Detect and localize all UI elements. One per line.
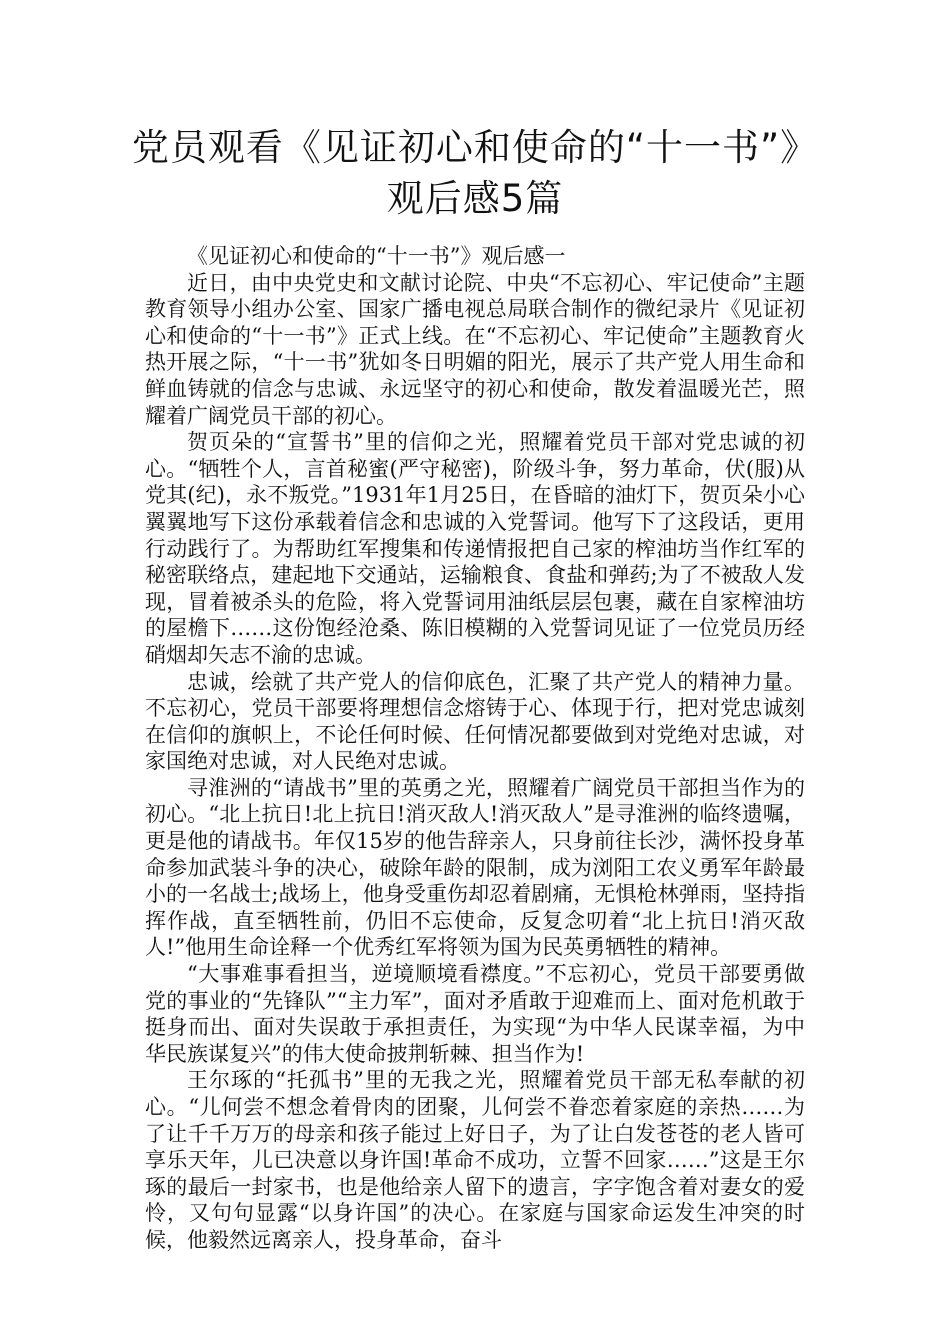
body-paragraph: 贺页朵的“宣誓书”里的信仰之光，照耀着党员干部对党忠诚的初心。“牺牲个人，言首秘蜜(严守秘密)，阶级斗争，努力革命，伏(服)从党其(纪)，永不叛党。”1931年1月25日，在昏暗的油灯下，贺页朵小心翼翼地写下这份承载着信念和忠诚的入党誓词。他写下了这段话，更用行动践行了。为帮助红军搜集和传递情报把自己家的榨油坊当作红军的秘密联络点，建起地下交通站，运输粮食、食盐和弹药;为了不被敌人发现，冒着被杀头的危险，将入党誓词用油纸层层包裹，藏在自家榨油坊的屋檐下……这份饱经沧桑、陈旧模糊的入党誓词见证了一位党员历经硝烟却矢志不渝的忠诚。 bbox=[145, 430, 805, 667]
section-heading: 《见证初心和使命的“十一书”》观后感一 bbox=[187, 244, 566, 268]
body-paragraph: 近日，由中央党史和文献讨论院、中央“不忘初心、牢记使命”主题教育领导小组办公室、国家广播电视总局联合制作的微纪录片《见证初心和使命的“十一书”》正式上线。在“不忘初心、牢记使命”主题教育火热开展之际，“十一书”犹如冬日明媚的阳光，展示了共产党人用生命和鲜血铸就的信念与忠诚、永远坚守的初心和使命，散发着温暖光芒，照耀着广阔党员干部的初心。 bbox=[145, 270, 805, 428]
body-paragraph: 王尔琢的“托孤书”里的无我之光，照耀着党员干部无私奉献的初心。“儿何尝不想念着骨肉的团聚，儿何尝不眷恋着家庭的亲热……为了让千千万万的母亲和孩子能过上好日子，为了让白发苍苍的老人皆可享乐天年，儿已决意以身许国!革命不成功，立誓不回家……”这是王尔琢的最后一封家书，也是他给亲人留下的遗言，字字饱含着对妻女的爱怜，又句句显露“以身许国”的决心。在家庭与国家命运发生冲突的时候，他毅然远离亲人，投身革命，奋斗 bbox=[145, 1068, 805, 1252]
body-paragraph: 忠诚，绘就了共产党人的信仰底色，汇聚了共产党人的精神力量。不忘初心，党员干部要将理想信念熔铸于心、体现于行，把对党忠诚刻在信仰的旗帜上，不论任何时候、任何情况都要做到对党绝对忠诚，对家国绝对忠诚，对人民绝对忠诚。 bbox=[145, 669, 805, 774]
document-title: 党员观看《见证初心和使命的“十一书”》观后感5篇 bbox=[131, 126, 819, 220]
body-paragraph: 寻淮洲的“请战书”里的英勇之光，照耀着广阔党员干部担当作为的初心。“北上抗日!北上抗日!消灭敌人!消灭敌人”是寻淮洲的临终遗嘱，更是他的请战书。年仅15岁的他告辞亲人，只身前往长沙，满怀投身革命参加武装斗争的决心，破除年龄的限制，成为浏阳工农义勇军年龄最小的一名战士;战场上，他身受重伤却忍着剧痛，无惧枪林弹雨，坚持指挥作战，直至牺牲前，仍旧不忘使命，反复念叨着“北上抗日!消灭敌人!”他用生命诠释一个优秀红军将领为国为民英勇牺牲的精神。 bbox=[145, 775, 805, 960]
document-body bbox=[145, 243, 805, 1254]
body-paragraph: “大事难事看担当，逆境顺境看襟度。”不忘初心，党员干部要勇做党的事业的“先锋队”“主力军”，面对矛盾敢于迎难而上、面对危机敢于挺身而出、面对失误敢于承担责任，为实现“为中华人民谋幸福，为中华民族谋复兴”的伟大使命披荆斩棘、担当作为! bbox=[145, 962, 805, 1066]
